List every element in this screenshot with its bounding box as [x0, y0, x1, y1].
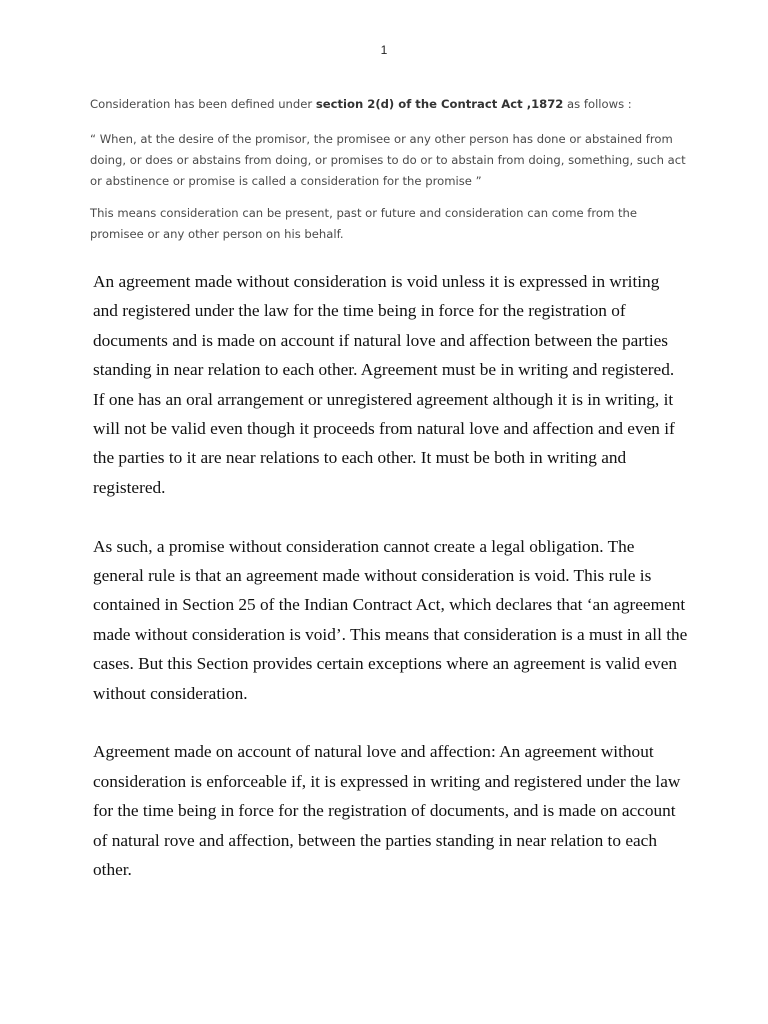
page-number: 1: [380, 43, 388, 57]
body-paragraph: Agreement made on account of natural love and affection: An agreement without consideration is enforceable if, it is expressed in writing and registered under the law for the time being in force for the registration of documents, and is made on account of natural rove and affection, between the parties standing in near relation to each other.: [93, 742, 681, 880]
definition-excerpt: [90, 94, 690, 245]
body-paragraph: As such, a promise without consideration cannot create a legal obligation. The general rule is that an agreement made without consideration is void. This rule is contained in Section 25 of the Indian Contract Act, which declares that ‘an agreement made without consideration is void’. This means that consideration is a must in all the cases. But this Section provides certain exceptions where an agreement is valid even without consideration.: [93, 536, 688, 703]
main-body: [93, 267, 688, 914]
definition-intro: [90, 94, 690, 115]
definition-intro-prefix: Consideration has been defined under: [90, 97, 316, 111]
section-reference: section 2(d) of the Contract Act ,1872: [315, 97, 564, 111]
definition-note: This means consideration can be present, past or future and consideration can come from the promisee or any other person on his behalf.: [90, 206, 637, 241]
definition-quote: “ When, at the desire of the promisor, the promisee or any other person has done or abstained from doing, or does or abstains from doing, or promises to do or to abstain from doing, something, such act or abstinence or promise is called a consideration for the promise ”: [90, 132, 686, 188]
definition-intro-suffix: as follows :: [563, 97, 632, 111]
body-paragraph: An agreement made without consideration is void unless it is expressed in writing and registered under the law for the time being in force for the registration of documents and is made on account if natural love and affection between the parties standing in near relation to each other. Agreement must be in writing and registered. If one has an oral arrangement or unregistered agreement although it is in writing, it will not be valid even though it proceeds from natural love and affection and even if the parties to it are near relations to each other. It must be both in writing and registered.: [93, 272, 675, 497]
